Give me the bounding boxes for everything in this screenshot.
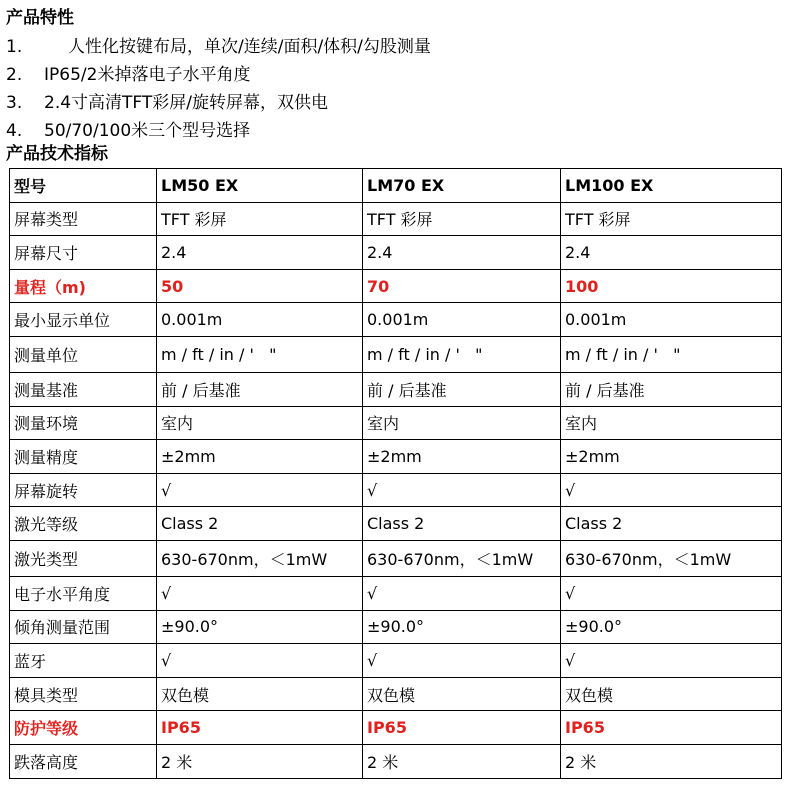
row-value: 2.4 (157, 236, 363, 270)
row-value: 前 / 后基准 (363, 372, 561, 406)
table-row (10, 406, 782, 440)
row-value: Class 2 (561, 507, 782, 541)
row-value: √ (561, 644, 782, 678)
row-value: 室内 (363, 406, 561, 440)
row-label: 激光等级 (10, 507, 157, 541)
row-value: TFT 彩屏 (561, 202, 782, 236)
row-value: 70 (363, 269, 561, 303)
row-value: 2 米 (363, 744, 561, 778)
row-value: 双色模 (157, 677, 363, 711)
feature-item (6, 33, 776, 61)
row-label: 防护等级 (10, 711, 157, 745)
table-row (10, 507, 782, 541)
table-row (10, 473, 782, 507)
row-value: IP65 (157, 711, 363, 745)
feature-number: 4. (6, 121, 23, 141)
feature-item (6, 89, 776, 117)
row-label: 蓝牙 (10, 644, 157, 678)
row-value: 2 米 (561, 744, 782, 778)
row-value: ±2mm (363, 440, 561, 474)
row-value: 630-670nm，＜1mW (157, 540, 363, 576)
features-title: 产品特性 (6, 8, 74, 28)
row-value: 2 米 (157, 744, 363, 778)
specs-title: 产品技术指标 (6, 144, 108, 164)
row-value: m / ft / in / ' " (363, 336, 561, 372)
table-row (10, 236, 782, 270)
feature-text: 2.4寸高清TFT彩屏/旋转屏幕，双供电 (44, 93, 329, 113)
table-row (10, 202, 782, 236)
row-value: √ (561, 473, 782, 507)
row-value: 室内 (561, 406, 782, 440)
row-value: m / ft / in / ' " (561, 336, 782, 372)
row-value: √ (363, 644, 561, 678)
feature-text: IP65/2米掉落电子水平角度 (44, 65, 251, 85)
row-value: √ (363, 576, 561, 610)
table-row-highlight (10, 269, 782, 303)
row-label: 测量单位 (10, 336, 157, 372)
row-value: 100 (561, 269, 782, 303)
header-cell-lm100: LM100 EX (561, 169, 782, 203)
row-value: ±2mm (561, 440, 782, 474)
row-label: 测量基准 (10, 372, 157, 406)
feature-number: 3. (6, 93, 23, 113)
row-value: IP65 (363, 711, 561, 745)
table-row (10, 744, 782, 778)
row-value: 0.001m (157, 303, 363, 337)
table-row (10, 440, 782, 474)
row-value: 630-670nm，＜1mW (561, 540, 782, 576)
row-value: √ (157, 644, 363, 678)
row-label: 电子水平角度 (10, 576, 157, 610)
table-row (10, 576, 782, 610)
row-value: 前 / 后基准 (561, 372, 782, 406)
row-value: 0.001m (363, 303, 561, 337)
row-value: 2.4 (363, 236, 561, 270)
header-cell-lm50: LM50 EX (157, 169, 363, 203)
row-value: √ (561, 576, 782, 610)
header-cell-lm70: LM70 EX (363, 169, 561, 203)
row-value: ±90.0° (157, 610, 363, 644)
table-row-highlight (10, 711, 782, 745)
row-label: 激光类型 (10, 540, 157, 576)
row-label: 测量精度 (10, 440, 157, 474)
feature-number: 2. (6, 65, 23, 85)
feature-item (6, 61, 776, 89)
row-label: 跌落高度 (10, 744, 157, 778)
row-value: 2.4 (561, 236, 782, 270)
row-label: 模具类型 (10, 677, 157, 711)
row-value: 前 / 后基准 (157, 372, 363, 406)
feature-text: 50/70/100米三个型号选择 (44, 121, 251, 141)
row-value: 双色模 (363, 677, 561, 711)
header-cell-model: 型号 (10, 169, 157, 203)
row-value: √ (157, 473, 363, 507)
row-value: 630-670nm，＜1mW (363, 540, 561, 576)
row-value: 双色模 (561, 677, 782, 711)
row-label: 屏幕尺寸 (10, 236, 157, 270)
row-value: 0.001m (561, 303, 782, 337)
row-value: Class 2 (157, 507, 363, 541)
row-value: √ (363, 473, 561, 507)
row-value: ±2mm (157, 440, 363, 474)
row-value: 室内 (157, 406, 363, 440)
row-value: Class 2 (363, 507, 561, 541)
row-label: 屏幕类型 (10, 202, 157, 236)
feature-text: 人性化按键布局，单次/连续/面积/体积/勾股测量 (68, 37, 431, 57)
feature-item (6, 117, 776, 145)
table-row (10, 336, 782, 372)
row-value: ±90.0° (561, 610, 782, 644)
table-row (10, 644, 782, 678)
row-label: 最小显示单位 (10, 303, 157, 337)
feature-number: 1. (6, 37, 23, 57)
row-value: ±90.0° (363, 610, 561, 644)
row-value: 50 (157, 269, 363, 303)
row-value: TFT 彩屏 (363, 202, 561, 236)
table-row (10, 540, 782, 576)
row-label: 量程（m) (10, 269, 157, 303)
row-value: m / ft / in / ' " (157, 336, 363, 372)
table-header-row (10, 169, 782, 203)
table-row (10, 677, 782, 711)
row-value: TFT 彩屏 (157, 202, 363, 236)
row-value: √ (157, 576, 363, 610)
row-label: 屏幕旋转 (10, 473, 157, 507)
spec-table (9, 168, 782, 779)
table-row (10, 372, 782, 406)
table-row (10, 610, 782, 644)
row-label: 倾角测量范围 (10, 610, 157, 644)
row-label: 测量环境 (10, 406, 157, 440)
row-value: IP65 (561, 711, 782, 745)
features-list (6, 33, 776, 145)
table-row (10, 303, 782, 337)
